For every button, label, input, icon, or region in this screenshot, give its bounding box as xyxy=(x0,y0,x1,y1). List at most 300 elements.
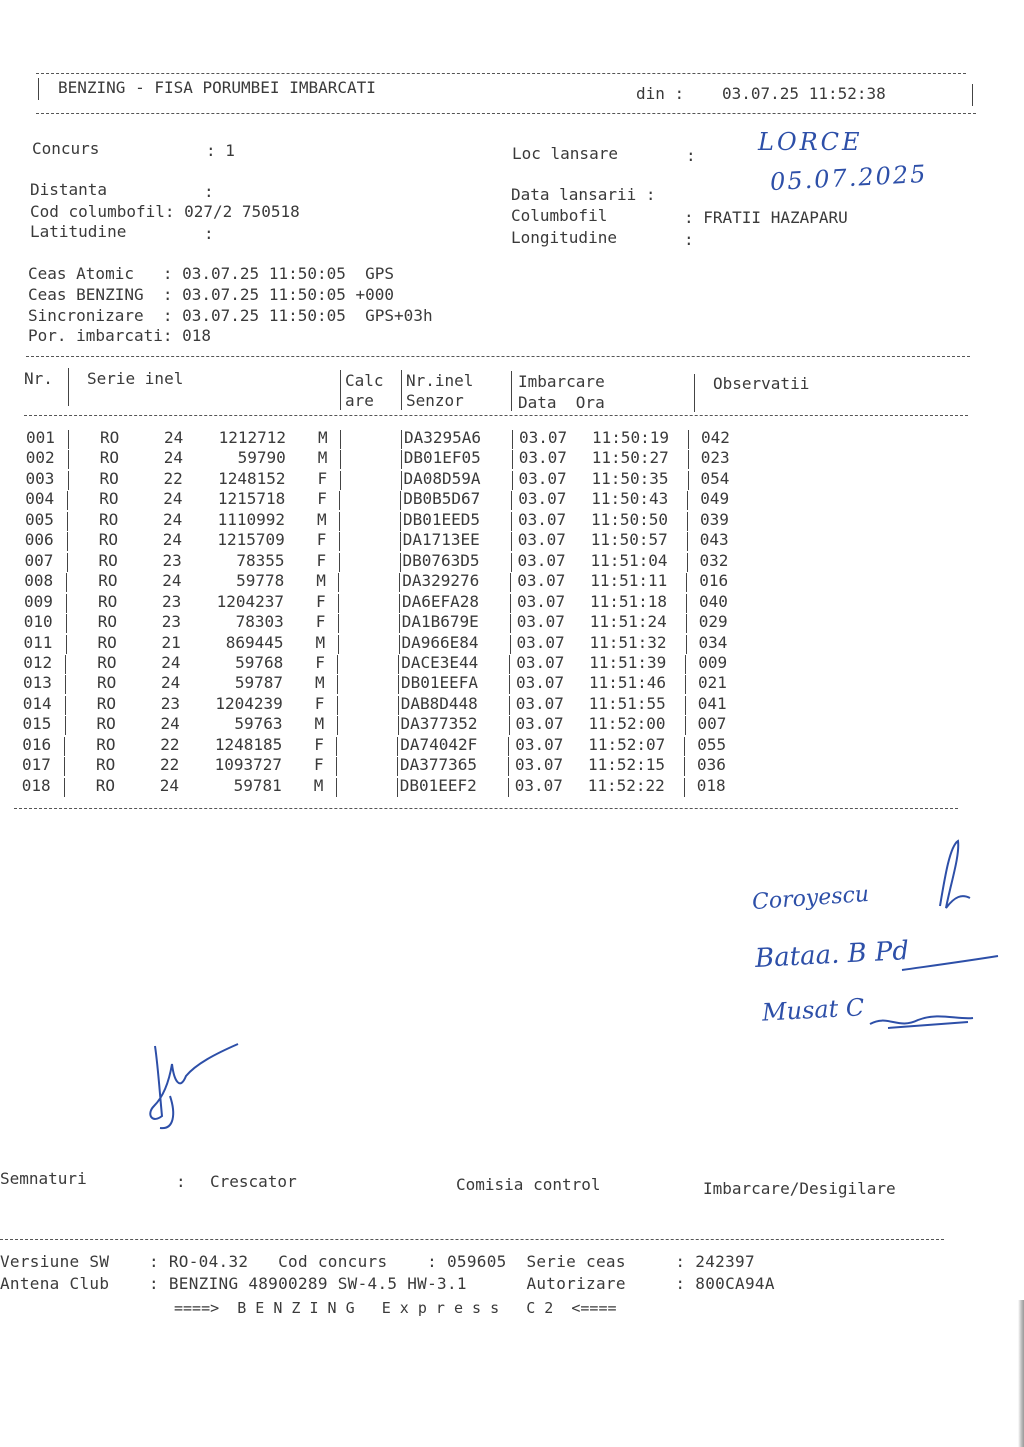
row-divider xyxy=(511,491,512,510)
row-observatii: 021 xyxy=(698,673,727,693)
row-divider xyxy=(340,430,341,449)
row-observatii: 041 xyxy=(697,693,727,713)
row-sensor: DACE3E44 xyxy=(401,652,479,672)
table-row xyxy=(3,551,763,572)
row-divider xyxy=(684,757,685,776)
header-top-rule xyxy=(36,73,966,74)
footer-line-1: Versiune SW : RO-04.32 Cod concurs : 059605 Serie ceas : 242397 xyxy=(0,1252,755,1271)
row-divider xyxy=(398,716,399,735)
row-time: 11:52:00 xyxy=(588,714,666,734)
row-divider xyxy=(338,614,339,633)
table-row xyxy=(3,530,763,551)
row-country: RO xyxy=(95,775,116,795)
row-time: 11:51:32 xyxy=(589,632,667,652)
row-sensor: DA377365 xyxy=(400,755,478,775)
footer-line-3: ====> B E N Z I N G E x p r e s s C 2 <==== xyxy=(174,1299,617,1317)
footer-line-2: Antena Club : BENZING 48900289 SW-4.5 HW-3.1 Autorizare : 800CA94A xyxy=(0,1274,775,1293)
row-divider xyxy=(687,532,688,551)
scan-edge-shadow xyxy=(1018,1300,1024,1447)
row-sensor: DA377352 xyxy=(400,714,478,734)
row-sex: F xyxy=(316,550,327,570)
row-divider xyxy=(66,573,67,592)
clock-sync: Sincronizare : 03.07.25 11:50:05 GPS+03h xyxy=(28,306,433,325)
row-date: 03.07 xyxy=(519,428,568,447)
row-sensor: DAB8D448 xyxy=(400,693,478,713)
row-divider xyxy=(398,675,399,694)
concurs-value: : 1 xyxy=(206,141,235,160)
row-observatii: 036 xyxy=(697,755,726,775)
table-row xyxy=(2,592,762,613)
row-country: RO xyxy=(96,693,117,713)
handwritten-date: 05.07.2025 xyxy=(769,159,929,197)
row-divider xyxy=(400,512,401,531)
row-nr: 013 xyxy=(23,673,52,693)
row-divider xyxy=(336,778,337,797)
row-nr: 015 xyxy=(22,714,52,734)
row-sensor: DA74042F xyxy=(400,734,478,754)
row-country: RO xyxy=(98,571,118,591)
row-sensor: DA3295A6 xyxy=(404,428,482,447)
row-divider xyxy=(339,532,340,551)
row-divider xyxy=(510,635,511,654)
row-sensor: DA966E84 xyxy=(401,632,479,652)
row-divider xyxy=(64,778,65,797)
row-divider xyxy=(685,675,686,694)
table-row xyxy=(4,469,764,490)
row-divider xyxy=(66,614,67,633)
row-country: RO xyxy=(97,652,117,672)
row-divider xyxy=(686,614,687,633)
pigeon-count: Por. imbarcati: 018 xyxy=(28,326,212,345)
row-divider xyxy=(511,512,512,531)
row-divider xyxy=(509,696,510,715)
row-divider xyxy=(685,655,686,674)
comisia-label: Comisia control xyxy=(456,1175,601,1194)
row-sex: F xyxy=(314,755,324,775)
row-nr: 016 xyxy=(22,734,52,754)
row-sex: F xyxy=(317,468,328,488)
row-observatii: 018 xyxy=(696,775,726,795)
clock-benzing: Ceas BENZING : 03.07.25 11:50:05 +000 xyxy=(28,285,395,304)
row-sex: F xyxy=(316,530,327,550)
row-nr: 006 xyxy=(24,530,54,550)
table-row xyxy=(1,653,761,674)
row-year: 21 xyxy=(161,632,181,652)
columbofil-label: Columbofil xyxy=(511,206,608,225)
row-sensor: DA1713EE xyxy=(402,530,480,550)
row-divider xyxy=(400,532,401,551)
row-year: 22 xyxy=(163,468,183,488)
row-year: 22 xyxy=(160,755,180,775)
row-ring-number: 59781 xyxy=(233,775,282,795)
row-date: 03.07 xyxy=(516,612,565,632)
row-divider xyxy=(336,737,337,756)
row-divider xyxy=(510,573,511,592)
row-ring-number: 1215709 xyxy=(217,530,285,550)
row-observatii: 040 xyxy=(699,591,728,611)
distanta-label: Distanta xyxy=(30,180,108,199)
row-divider xyxy=(688,450,689,469)
row-date: 03.07 xyxy=(517,571,566,591)
row-divider xyxy=(508,737,509,756)
row-divider xyxy=(401,450,402,469)
row-sex: M xyxy=(315,632,326,652)
semnaturi-colon: : xyxy=(176,1172,186,1191)
handwritten-signature-1: Coroyescu xyxy=(751,881,870,916)
row-nr: 007 xyxy=(24,550,54,570)
row-divider xyxy=(339,512,340,531)
row-divider xyxy=(510,614,511,633)
table-row xyxy=(0,735,760,756)
signature-1-flourish xyxy=(920,836,980,916)
col-observatii-header: Observatii xyxy=(713,374,810,393)
row-date: 03.07 xyxy=(515,693,564,713)
table-top-rule xyxy=(26,356,970,357)
row-time: 11:50:57 xyxy=(590,530,668,550)
row-date: 03.07 xyxy=(517,550,566,570)
table-row xyxy=(2,571,762,592)
print-date-label: din : xyxy=(636,84,685,103)
row-observatii: 023 xyxy=(700,448,730,468)
signature-3-stroke xyxy=(868,1006,978,1036)
row-nr: 011 xyxy=(23,632,53,652)
row-nr: 004 xyxy=(25,489,55,509)
table-row xyxy=(2,612,762,633)
row-sensor: DB01EF05 xyxy=(403,448,481,468)
row-divider xyxy=(686,594,687,613)
row-nr: 005 xyxy=(25,509,54,529)
header-right-bar xyxy=(972,84,973,106)
row-divider xyxy=(400,491,401,510)
row-divider xyxy=(65,716,66,735)
row-date: 03.07 xyxy=(517,530,566,550)
row-divider xyxy=(687,491,688,510)
row-divider xyxy=(65,655,66,674)
row-divider xyxy=(509,716,510,735)
row-nr: 018 xyxy=(21,775,51,795)
row-ring-number: 1212712 xyxy=(218,428,286,447)
row-year: 23 xyxy=(161,612,182,632)
row-time: 11:51:04 xyxy=(590,550,668,570)
row-nr: 012 xyxy=(23,652,53,672)
row-ring-number: 59763 xyxy=(234,714,283,734)
row-observatii: 007 xyxy=(697,714,727,734)
row-divider xyxy=(686,573,687,592)
col-divider xyxy=(401,370,402,410)
row-ring-number: 1248185 xyxy=(214,734,283,754)
col-divider xyxy=(511,371,512,411)
row-ring-number: 59790 xyxy=(237,448,286,468)
header-bottom-rule xyxy=(36,113,976,114)
row-time: 11:51:11 xyxy=(590,571,668,591)
col-imbarcare-header-top: Imbarcare xyxy=(518,372,605,391)
row-country: RO xyxy=(97,632,117,652)
row-date: 03.07 xyxy=(515,755,564,775)
loc-lansare-colon: : xyxy=(686,146,696,165)
row-observatii: 029 xyxy=(698,612,728,632)
row-sensor: DB0763D5 xyxy=(402,550,480,570)
row-year: 24 xyxy=(161,673,181,693)
table-row xyxy=(1,714,761,735)
row-divider xyxy=(686,635,687,654)
row-divider xyxy=(511,553,512,572)
row-sensor: DB01EEFA xyxy=(401,673,479,693)
row-divider xyxy=(512,471,513,490)
crescator-label: Crescator xyxy=(210,1172,297,1191)
row-observatii: 032 xyxy=(699,550,729,570)
col-calc-header-top: Calc xyxy=(345,371,384,390)
row-divider xyxy=(337,696,338,715)
row-time: 11:50:35 xyxy=(591,468,669,488)
row-sex: F xyxy=(314,734,324,754)
row-divider xyxy=(684,737,685,756)
row-sex: M xyxy=(315,673,325,693)
row-observatii: 009 xyxy=(698,652,728,672)
row-year: 24 xyxy=(161,652,181,672)
semnaturi-label: Semnaturi xyxy=(0,1169,87,1188)
row-observatii: 039 xyxy=(700,509,729,529)
row-sensor: DA1B679E xyxy=(401,612,479,632)
row-country: RO xyxy=(98,550,118,570)
imbarcare-label: Imbarcare/Desigilare xyxy=(703,1179,896,1198)
row-time: 11:51:18 xyxy=(590,591,668,611)
row-divider xyxy=(397,737,398,756)
form-title: BENZING - FISA PORUMBEI IMBARCATI xyxy=(58,78,376,97)
col-calc-header-bottom: are xyxy=(345,391,374,410)
row-divider xyxy=(66,594,67,613)
row-sensor: DA6EFA28 xyxy=(402,591,480,611)
row-divider xyxy=(685,696,686,715)
col-divider xyxy=(340,370,341,410)
row-divider xyxy=(512,450,513,469)
row-ring-number: 869445 xyxy=(225,632,284,652)
row-sex: F xyxy=(316,591,326,611)
row-country: RO xyxy=(96,714,116,734)
col-divider xyxy=(694,374,695,412)
row-divider xyxy=(684,778,685,797)
row-divider xyxy=(337,655,338,674)
col-serie-header: Serie inel xyxy=(87,369,184,388)
row-divider xyxy=(337,716,338,735)
row-divider xyxy=(68,450,69,469)
crescator-signature xyxy=(140,1036,250,1136)
row-date: 03.07 xyxy=(518,468,567,488)
table-row xyxy=(4,428,764,449)
col-inel-header-top: Nr.inel xyxy=(406,371,474,390)
row-time: 11:51:24 xyxy=(589,612,667,632)
row-date: 03.07 xyxy=(518,448,567,468)
row-divider xyxy=(509,655,510,674)
row-country: RO xyxy=(99,468,119,488)
row-ring-number: 1110992 xyxy=(217,509,285,529)
row-ring-number: 78303 xyxy=(235,612,284,632)
row-divider xyxy=(336,757,337,776)
row-divider xyxy=(67,491,68,510)
row-time: 11:50:27 xyxy=(591,448,669,468)
table-row xyxy=(0,755,760,776)
row-nr: 001 xyxy=(26,428,55,447)
longitudine-label: Longitudine xyxy=(511,228,617,247)
row-country: RO xyxy=(99,489,119,509)
row-nr: 014 xyxy=(22,693,52,713)
row-divider xyxy=(397,778,398,797)
row-year: 23 xyxy=(162,591,182,611)
cod-columbofil: Cod columbofil: 027/2 750518 xyxy=(30,202,300,221)
col-nr-header: Nr. xyxy=(24,369,53,388)
row-ring-number: 59768 xyxy=(235,652,284,672)
table-row xyxy=(2,633,762,654)
row-sex: M xyxy=(317,448,328,468)
col-divider xyxy=(68,368,69,406)
row-nr: 008 xyxy=(24,571,54,591)
row-divider xyxy=(67,553,68,572)
row-divider xyxy=(511,532,512,551)
handwritten-loc: LORCE xyxy=(758,128,863,156)
row-divider xyxy=(68,430,69,449)
row-sensor: DB0B5D67 xyxy=(403,489,481,509)
latitudine-label: Latitudine xyxy=(30,222,127,241)
row-divider xyxy=(64,757,65,776)
row-divider xyxy=(338,635,339,654)
table-row xyxy=(3,510,763,531)
distanta-colon: : xyxy=(204,182,214,201)
row-divider xyxy=(65,696,66,715)
row-date: 03.07 xyxy=(518,509,567,529)
row-year: 24 xyxy=(159,775,180,795)
row-divider xyxy=(67,512,68,531)
row-nr: 010 xyxy=(23,612,53,632)
row-divider xyxy=(65,675,66,694)
row-country: RO xyxy=(97,673,117,693)
row-country: RO xyxy=(97,612,118,632)
row-time: 11:51:46 xyxy=(589,673,667,693)
row-observatii: 016 xyxy=(699,571,729,591)
row-divider xyxy=(510,594,511,613)
row-time: 11:51:55 xyxy=(588,693,666,713)
row-country: RO xyxy=(98,530,119,550)
row-divider xyxy=(508,778,509,797)
row-year: 24 xyxy=(163,509,183,529)
concurs-label: Concurs xyxy=(32,139,100,158)
row-year: 24 xyxy=(162,571,182,591)
row-country: RO xyxy=(96,755,116,775)
row-country: RO xyxy=(99,448,120,468)
col-inel-header-bottom: Senzor xyxy=(406,391,464,410)
row-ring-number: 78355 xyxy=(236,550,285,570)
row-country: RO xyxy=(96,734,116,754)
row-date: 03.07 xyxy=(515,734,564,754)
table-row xyxy=(1,673,761,694)
row-nr: 017 xyxy=(22,755,51,775)
row-date: 03.07 xyxy=(515,714,564,734)
row-time: 11:52:22 xyxy=(587,775,665,795)
print-date-value: 03.07.25 11:52:38 xyxy=(722,84,886,103)
row-divider xyxy=(400,553,401,572)
row-nr: 003 xyxy=(25,468,55,488)
row-divider xyxy=(685,716,686,735)
table-bottom-rule xyxy=(14,808,958,809)
row-sensor: DA329276 xyxy=(402,571,480,591)
row-ring-number: 59787 xyxy=(234,673,283,693)
table-header-rule xyxy=(24,415,968,416)
row-divider xyxy=(399,573,400,592)
row-time: 11:50:50 xyxy=(591,509,669,529)
row-year: 24 xyxy=(160,714,180,734)
row-divider xyxy=(688,471,689,490)
row-country: RO xyxy=(98,591,118,611)
row-time: 11:52:07 xyxy=(588,734,666,754)
row-divider xyxy=(399,635,400,654)
row-sex: M xyxy=(316,571,326,591)
row-year: 23 xyxy=(160,693,181,713)
footer-top-rule xyxy=(0,1239,944,1240)
row-divider xyxy=(397,757,398,776)
row-year: 22 xyxy=(160,734,180,754)
row-sex: M xyxy=(318,428,328,447)
row-sex: F xyxy=(315,652,325,672)
row-divider xyxy=(398,655,399,674)
row-year: 24 xyxy=(162,530,183,550)
row-divider xyxy=(340,450,341,469)
row-sex: F xyxy=(317,489,327,509)
row-year: 24 xyxy=(163,489,183,509)
columbofil-value: : FRATII HAZAPARU xyxy=(684,208,848,227)
row-date: 03.07 xyxy=(516,652,565,672)
row-date: 03.07 xyxy=(518,489,567,509)
row-sex: F xyxy=(314,693,325,713)
row-divider xyxy=(64,737,65,756)
row-observatii: 042 xyxy=(701,428,730,447)
loc-lansare-label: Loc lansare xyxy=(512,144,618,163)
row-divider xyxy=(508,757,509,776)
row-nr: 002 xyxy=(25,448,55,468)
row-year: 23 xyxy=(162,550,182,570)
row-time: 11:50:19 xyxy=(592,428,670,447)
row-divider xyxy=(337,675,338,694)
row-divider xyxy=(401,430,402,449)
longitudine-colon: : xyxy=(684,230,694,249)
row-nr: 009 xyxy=(24,591,53,611)
row-date: 03.07 xyxy=(516,632,565,652)
row-divider xyxy=(509,675,510,694)
row-time: 11:52:15 xyxy=(588,755,666,775)
row-divider xyxy=(338,573,339,592)
table-row xyxy=(1,694,761,715)
row-ring-number: 1204239 xyxy=(215,693,283,713)
row-year: 24 xyxy=(164,428,184,447)
table-row xyxy=(3,489,763,510)
row-sensor: DB01EEF2 xyxy=(399,775,477,795)
row-divider xyxy=(340,471,341,490)
row-sex: M xyxy=(317,509,327,529)
row-time: 11:51:39 xyxy=(589,652,667,672)
row-country: RO xyxy=(100,428,120,447)
row-year: 24 xyxy=(163,448,184,468)
row-divider xyxy=(687,512,688,531)
handwritten-signature-2: Bataa. B Pd xyxy=(754,935,910,975)
row-sensor: DA08D59A xyxy=(403,468,481,488)
row-divider xyxy=(67,532,68,551)
row-country: RO xyxy=(99,509,119,529)
row-ring-number: 1093727 xyxy=(214,755,282,775)
row-divider xyxy=(339,553,340,572)
data-lansarii-label: Data lansarii : xyxy=(511,185,656,204)
row-time: 11:50:43 xyxy=(591,489,669,509)
row-sex: M xyxy=(314,714,325,734)
clock-atomic: Ceas Atomic : 03.07.25 11:50:05 GPS xyxy=(28,264,395,283)
row-observatii: 055 xyxy=(697,734,727,754)
table-row xyxy=(0,776,760,797)
